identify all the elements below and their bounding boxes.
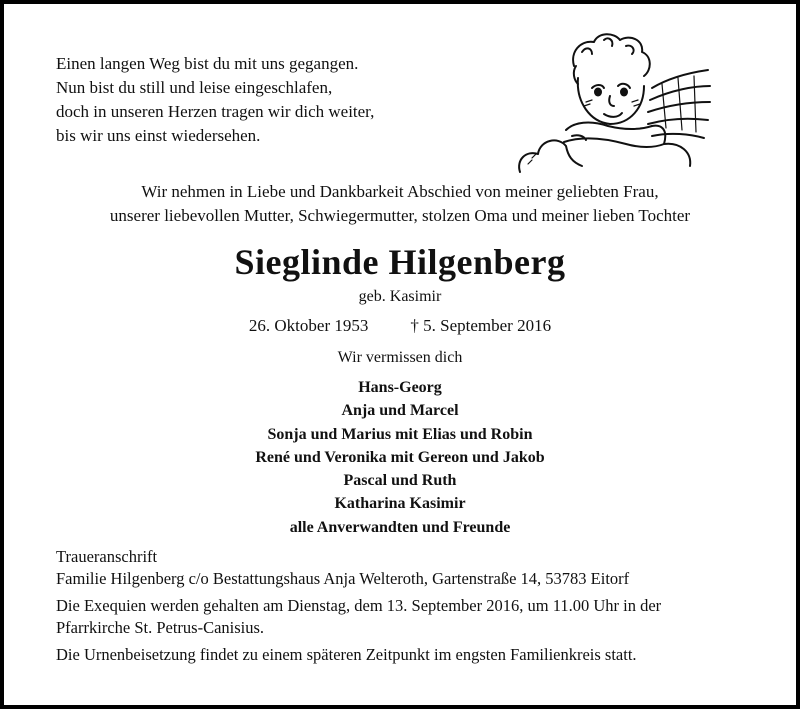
poem-line: Einen langen Weg bist du mit uns gegangen. bbox=[56, 54, 359, 73]
deceased-name: Sieglinde Hilgenberg bbox=[234, 242, 566, 282]
poem-line: bis wir uns einst wiedersehen. bbox=[56, 126, 261, 145]
mourner: Hans-Georg bbox=[358, 379, 442, 396]
life-dates bbox=[4, 315, 796, 337]
birth-name: geb. Kasimir bbox=[358, 288, 442, 305]
notice-footer bbox=[56, 546, 756, 666]
intro-line: Wir nehmen in Liebe und Dankbarkeit Abschied von meiner geliebten Frau, bbox=[141, 182, 659, 201]
exequien-line: Pfarrkirche St. Petrus-Canisius. bbox=[56, 618, 265, 637]
poem bbox=[56, 52, 374, 148]
miss-line: Wir vermissen dich bbox=[337, 349, 463, 366]
poem-line: doch in unseren Herzen tragen wir dich weiter, bbox=[56, 102, 375, 121]
mourner: Anja und Marcel bbox=[341, 402, 459, 420]
cherub-angel-icon bbox=[512, 26, 712, 176]
mourning-address: Familie Hilgenberg c/o Bestattungshaus Anja Welteroth, Gartenstraße 14, 53783 Eitorf bbox=[56, 569, 630, 588]
intro-text bbox=[4, 180, 796, 228]
mourners-list bbox=[4, 376, 796, 539]
mourner: alle Anverwandten und Freunde bbox=[289, 518, 511, 536]
exequien-line: Die Exequien werden gehalten am Dienstag, dem 13. September 2016, um 11.00 Uhr in der bbox=[56, 596, 662, 615]
intro-line: unserer liebevollen Mutter, Schwiegermutter, stolzen Oma und meiner lieben Tochter bbox=[109, 206, 691, 225]
mourner: Katharina Kasimir bbox=[334, 495, 466, 513]
mourner: René und Veronika mit Gereon und Jakob bbox=[255, 448, 545, 466]
mourner: Pascal und Ruth bbox=[343, 472, 457, 490]
mourner: Sonja und Marius mit Elias und Robin bbox=[267, 425, 533, 443]
death-date: † 5. September 2016 bbox=[410, 316, 552, 335]
birth-date: 26. Oktober 1953 bbox=[248, 316, 369, 335]
poem-line: Nun bist du still und leise eingeschlafen, bbox=[56, 78, 333, 97]
urn-burial-note: Die Urnenbeisetzung findet zu einem späteren Zeitpunkt im engsten Familienkreis statt. bbox=[56, 645, 637, 664]
address-label: Traueranschrift bbox=[56, 547, 158, 566]
